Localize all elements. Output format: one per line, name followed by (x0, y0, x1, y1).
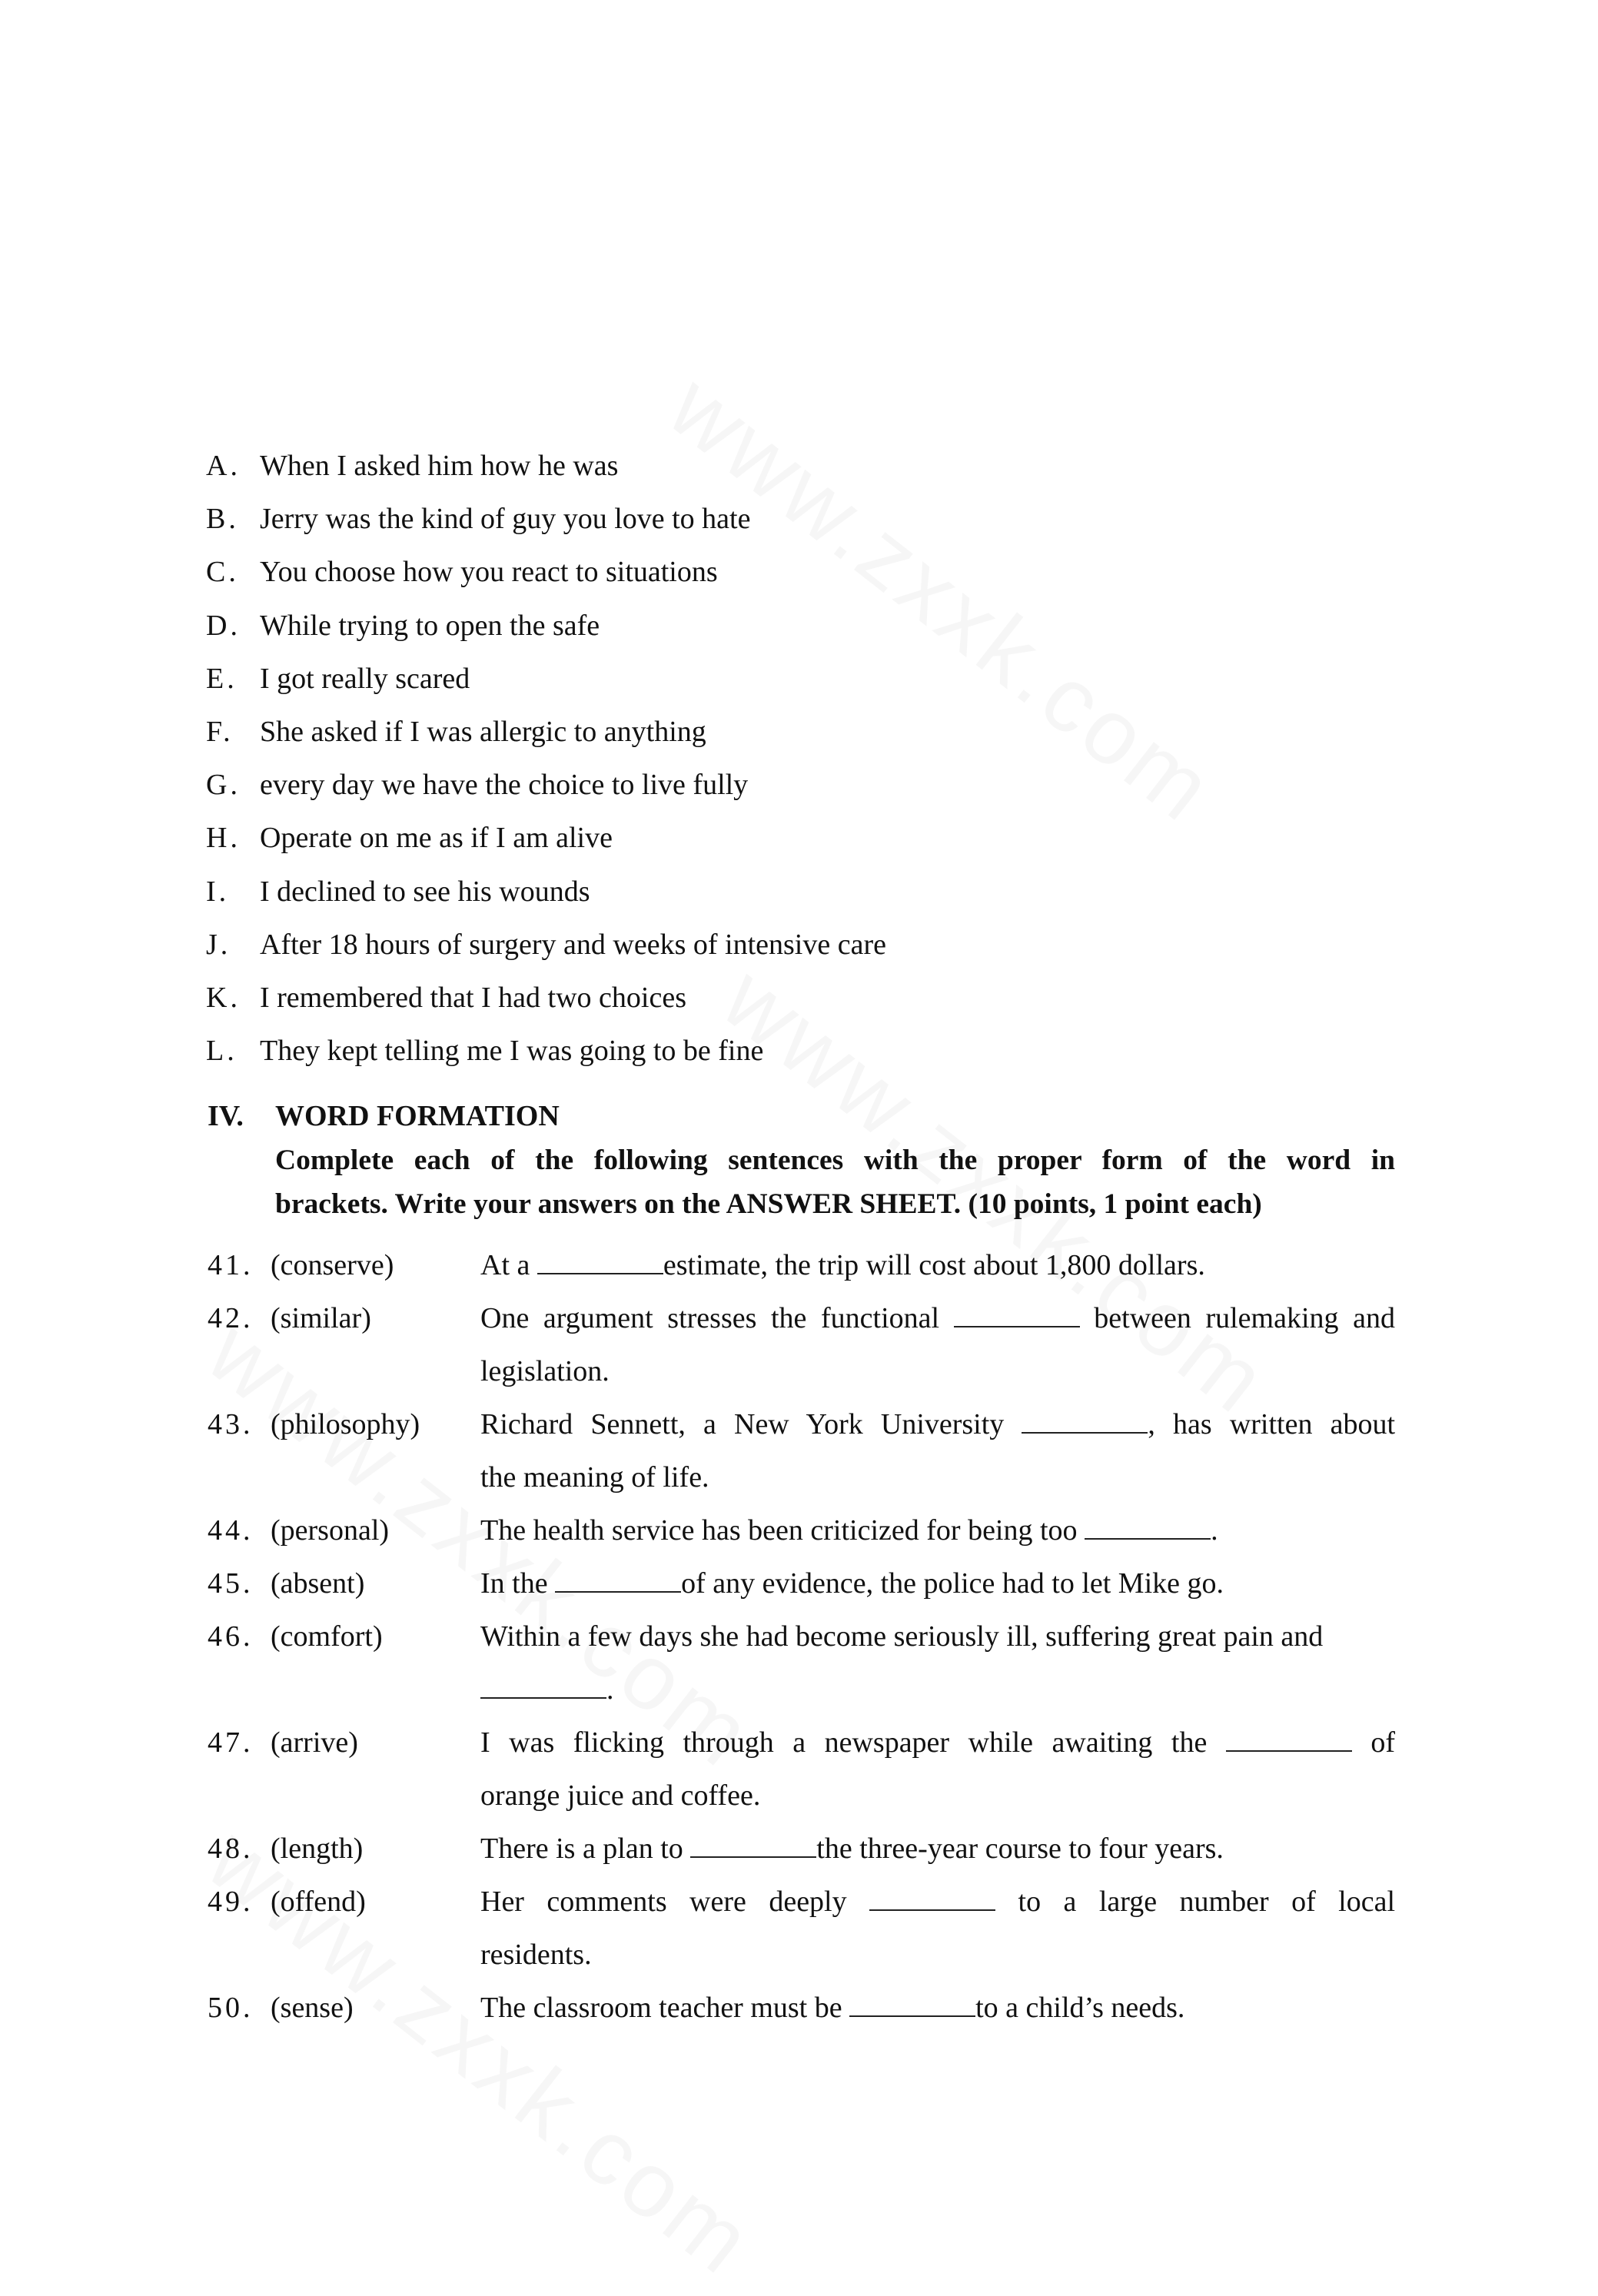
question-number: 45. (208, 1567, 254, 1600)
option-a (206, 440, 886, 493)
sentence-before: Richard Sennett, a New York University (480, 1408, 1005, 1440)
question-sentence (480, 1982, 1395, 2035)
sentence-after: the three-year course to four years. (816, 1832, 1224, 1865)
sentence-before: There is a plan to (480, 1832, 683, 1865)
question-sentence (480, 1610, 1395, 1716)
option-letter: J. (206, 928, 231, 961)
answer-blank (869, 1886, 995, 1911)
section-word-formation (208, 1094, 1395, 1226)
option-l (206, 1025, 886, 1078)
sentence-continuation: orange juice and coffee. (480, 1779, 761, 1812)
sentence-after: of any evidence, the police had to let Mike go. (681, 1567, 1224, 1600)
question-45 (208, 1557, 1395, 1610)
option-f (206, 706, 886, 759)
option-k (206, 972, 886, 1025)
option-j (206, 919, 886, 972)
option-letter: E. (206, 662, 238, 695)
sentence-after: estimate, the trip will cost about 1,800 dollars. (663, 1249, 1205, 1281)
option-text: They kept telling me I was going to be fine (260, 1035, 764, 1068)
question-root-word: (sense) (271, 1992, 354, 2024)
answer-blank (480, 1674, 606, 1699)
question-root-word: (offend) (271, 1886, 366, 1918)
option-c (206, 546, 886, 599)
answer-blank (954, 1303, 1080, 1327)
option-letter: B. (206, 503, 239, 536)
sentence-after: . (606, 1673, 614, 1706)
question-46 (208, 1610, 1395, 1716)
option-text: While trying to open the safe (260, 609, 600, 642)
question-43 (208, 1398, 1395, 1504)
answer-blank (537, 1250, 663, 1274)
question-root-word: (arrive) (271, 1726, 358, 1759)
sentence-continuation: the meaning of life. (480, 1461, 709, 1494)
option-text: I remembered that I had two choices (260, 982, 686, 1015)
question-root-word: (personal) (271, 1514, 390, 1547)
sentence-after: to a large number of local (1018, 1886, 1396, 1918)
question-number: 50. (208, 1992, 254, 2024)
instructions-line-1: Complete each of the following sentences with the proper form of the word in (275, 1145, 1395, 1176)
option-text: Operate on me as if I am alive (260, 822, 613, 855)
option-i (206, 866, 886, 919)
option-text: Jerry was the kind of guy you love to hate (260, 503, 751, 536)
option-text: She asked if I was allergic to anything (260, 716, 706, 749)
question-root-word: (absent) (271, 1567, 365, 1600)
question-root-word: (conserve) (271, 1249, 394, 1281)
question-sentence (480, 1716, 1395, 1823)
options-list (206, 440, 886, 1078)
sentence-before: At a (480, 1249, 530, 1281)
sentence-before: Her comments were deeply (480, 1886, 847, 1918)
question-sentence (480, 1557, 1395, 1610)
question-root-word: (comfort) (271, 1620, 383, 1653)
question-sentence (480, 1823, 1395, 1876)
sentence-after: . (1211, 1514, 1218, 1547)
option-h (206, 812, 886, 865)
question-sentence (480, 1239, 1395, 1292)
question-50 (208, 1982, 1395, 2035)
question-number: 41. (208, 1249, 254, 1281)
question-number: 44. (208, 1514, 254, 1547)
question-number: 43. (208, 1408, 254, 1440)
questions-list (208, 1239, 1395, 2035)
question-49 (208, 1876, 1395, 1982)
option-text: I got really scared (260, 662, 470, 695)
question-number: 42. (208, 1302, 254, 1334)
option-text: every day we have the choice to live fully (260, 769, 749, 802)
instructions-line-2: brackets. Write your answers on the ANSWER SHEET. (10 points, 1 point each) (275, 1188, 1262, 1220)
question-sentence (480, 1398, 1395, 1504)
sentence-before: In the (480, 1567, 548, 1600)
section-instructions (275, 1138, 1395, 1226)
question-root-word: (philosophy) (271, 1408, 420, 1440)
option-d (206, 600, 886, 653)
option-text: I declined to see his wounds (260, 875, 590, 908)
question-root-word: (similar) (271, 1302, 371, 1334)
section-number: IV. (208, 1100, 244, 1132)
answer-blank (555, 1568, 681, 1593)
option-letter: D. (206, 609, 241, 642)
sentence-before: Within a few days she had become seriously ill, suffering great pain and (480, 1620, 1324, 1653)
option-text: When I asked him how he was (260, 450, 619, 482)
option-letter: K. (206, 982, 241, 1015)
option-letter: F. (206, 716, 234, 749)
question-number: 49. (208, 1886, 254, 1918)
option-text: You choose how you react to situations (260, 556, 718, 589)
question-number: 47. (208, 1726, 254, 1759)
question-47 (208, 1716, 1395, 1823)
sentence-after: of (1370, 1726, 1396, 1759)
question-41 (208, 1239, 1395, 1292)
answer-blank (849, 1992, 975, 2017)
question-sentence (480, 1504, 1395, 1557)
question-sentence (480, 1876, 1395, 1982)
option-letter: C. (206, 556, 239, 589)
question-44 (208, 1504, 1395, 1557)
question-42 (208, 1292, 1395, 1398)
answer-blank (1226, 1727, 1352, 1752)
section-heading (208, 1094, 1395, 1138)
option-b (206, 493, 886, 546)
sentence-before: The classroom teacher must be (480, 1992, 842, 2024)
sentence-continuation: legislation. (480, 1355, 610, 1387)
answer-blank (1022, 1409, 1148, 1434)
sentence-after: , has written about (1148, 1408, 1395, 1440)
question-root-word: (length) (271, 1832, 364, 1865)
sentence-after: to a child’s needs. (975, 1992, 1185, 2024)
sentence-continuation: residents. (480, 1939, 592, 1971)
section-title: WORD FORMATION (275, 1100, 560, 1132)
option-g (206, 759, 886, 812)
question-number: 48. (208, 1832, 254, 1865)
option-letter: G. (206, 769, 241, 802)
answer-blank (1085, 1515, 1211, 1540)
sentence-before: One argument stresses the functional (480, 1302, 940, 1334)
option-letter: H. (206, 822, 241, 855)
question-sentence (480, 1292, 1395, 1398)
sentence-before: I was flicking through a newspaper while awaiting the (480, 1726, 1208, 1759)
answer-blank (690, 1833, 816, 1858)
question-48 (208, 1823, 1395, 1876)
option-text: After 18 hours of surgery and weeks of intensive care (260, 928, 886, 961)
sentence-before: The health service has been criticized for being too (480, 1514, 1078, 1547)
option-letter: L. (206, 1035, 238, 1068)
question-number: 46. (208, 1620, 254, 1653)
sentence-after: between rulemaking and (1094, 1302, 1395, 1334)
option-letter: A. (206, 450, 241, 482)
option-e (206, 653, 886, 706)
option-letter: I. (206, 875, 230, 908)
